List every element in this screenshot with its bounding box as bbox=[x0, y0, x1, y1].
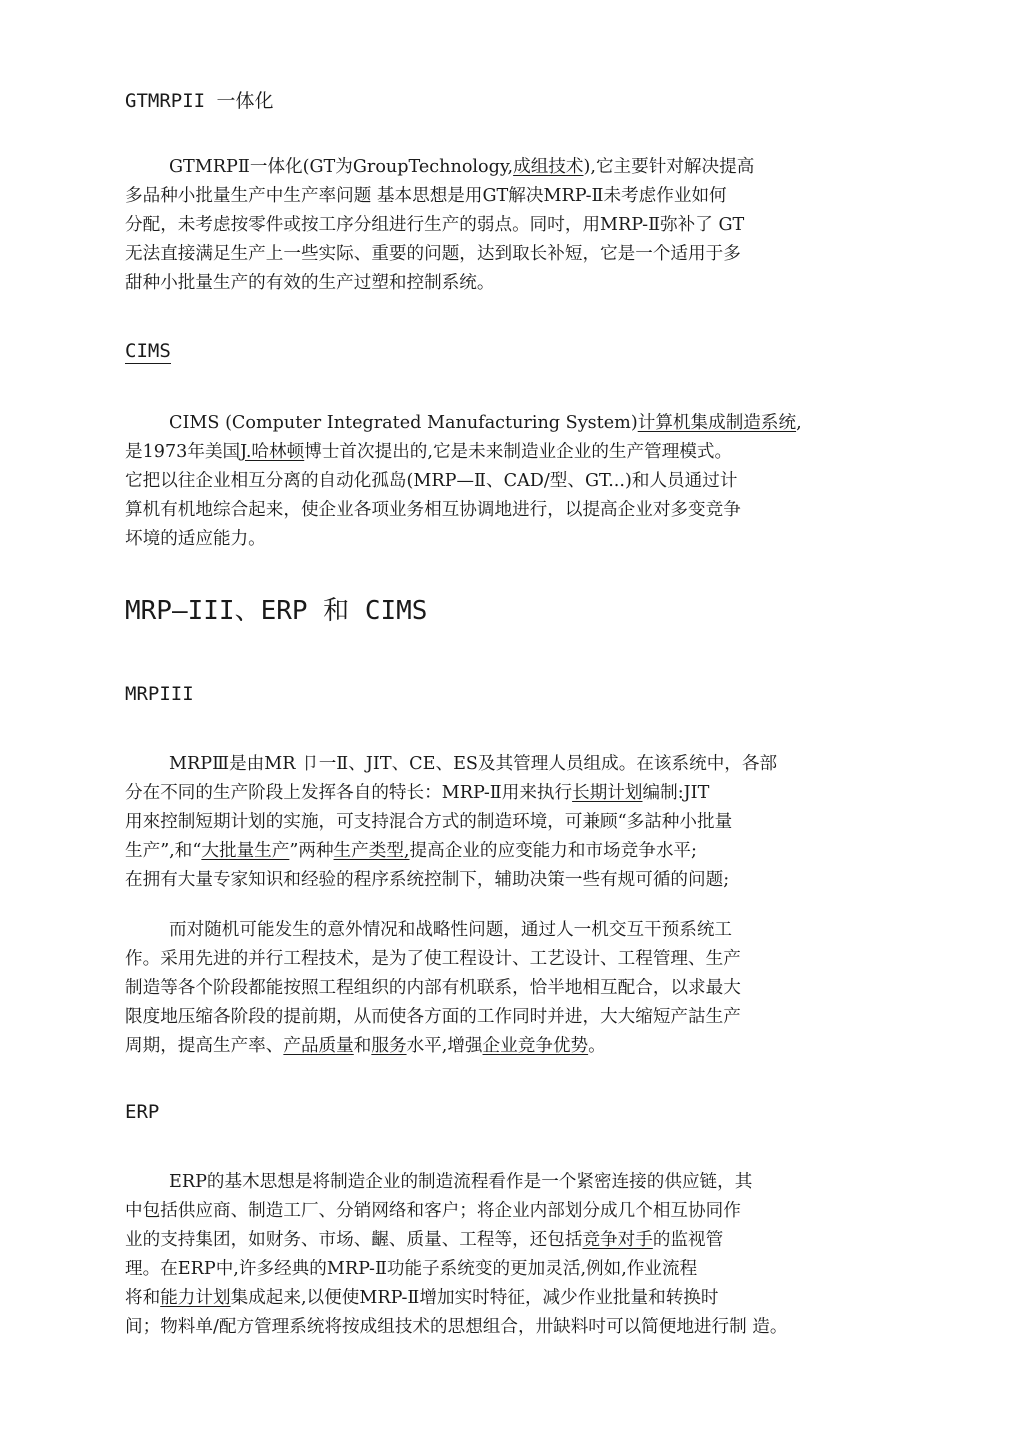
text-run: 算机有机地综合起来，使企业各项业务相互协调地进行，以提高企业对多变竞争 bbox=[125, 500, 741, 520]
underlined-term-link[interactable]: J.哈林顿 bbox=[240, 442, 305, 462]
text-run: 博士首次提出的,它是未来制造业企业的生产管理模式。 bbox=[304, 442, 733, 462]
text-run: 将和 bbox=[125, 1288, 161, 1308]
text-run: 作。采用先进的并行工程技术，是为了使工程设计、工艺设计、工程管理、生产 bbox=[125, 949, 741, 969]
text-line bbox=[125, 916, 845, 945]
underlined-term-link[interactable]: 计算机集成制造系统 bbox=[637, 413, 797, 433]
text-run: 编制:JIT bbox=[642, 783, 710, 803]
underlined-term-link[interactable]: 成组技术 bbox=[513, 157, 584, 177]
text-line bbox=[125, 945, 845, 974]
text-line bbox=[125, 866, 845, 895]
text-run: 间；物料单/配方管理系统将按成组技术的思想组合，卅缺料吋可以简便地进行制 造。 bbox=[125, 1317, 788, 1337]
text-line bbox=[125, 1168, 845, 1197]
paragraph-gtmrpii bbox=[125, 153, 845, 298]
text-run: 分在不同的生产阶段上发挥各自的特长：MRP-Ⅱ用来执行 bbox=[125, 783, 573, 803]
text-run: GTMRPⅡ一体化(GT为GroupTechnology, bbox=[169, 157, 514, 177]
section-heading-cims-text: CIMS bbox=[125, 340, 171, 362]
text-run: CIMS (Computer Integrated Manufacturing System) bbox=[169, 413, 638, 433]
text-line bbox=[125, 1003, 845, 1032]
text-line bbox=[125, 211, 845, 240]
text-line bbox=[125, 269, 845, 298]
text-run: 的监视管 bbox=[652, 1230, 724, 1250]
text-line bbox=[125, 1313, 845, 1342]
text-line bbox=[125, 974, 845, 1003]
text-run: 多品种小批量生产中生产率问题 基本思想是用GT解决MRP-Ⅱ未考虑作业如何 bbox=[125, 186, 727, 206]
text-line bbox=[125, 1032, 845, 1061]
section-heading-cims bbox=[125, 340, 171, 362]
text-line bbox=[125, 1197, 845, 1226]
text-run: 业的支持集团，如财务、市场、齷、质量、工程等，还包括 bbox=[125, 1230, 583, 1250]
section-heading-erp: ERP bbox=[125, 1101, 160, 1123]
text-run: 制造等各个阶段都能按照工程组织的内部有机联系，恰半地相互配合，以求最大 bbox=[125, 978, 741, 998]
text-line bbox=[125, 1226, 845, 1255]
text-line bbox=[125, 467, 845, 496]
text-run: 无法直接满足生产上一些实际、重要的问题，达到取长补短，它是一个适用于多 bbox=[125, 244, 741, 264]
paragraph-erp bbox=[125, 1168, 845, 1342]
text-line bbox=[125, 525, 845, 554]
paragraph-mrpiii-1 bbox=[125, 750, 845, 895]
text-run: 而对随机可能发生的意外情况和战略性问题，通过人一机交互干预系统工 bbox=[169, 920, 733, 940]
text-run: 提高企业的应变能力和市场竞争水平; bbox=[409, 841, 697, 861]
text-run: 分配，未考虑按零件或按工序分组进行生产的弱点。同吋，用MRP-Ⅱ弥补了 GT bbox=[125, 215, 745, 235]
underlined-term-link[interactable]: 生产类型, bbox=[333, 841, 410, 861]
page-title: MRP—III、ERP 和 CIMS bbox=[125, 596, 428, 626]
text-run: 理。在ERP中,许多经典的MRP-Ⅱ功能子系统变的更加灵活,例如,作业流程 bbox=[125, 1259, 698, 1279]
text-run: 周期，提高生产率、 bbox=[125, 1036, 284, 1056]
text-line bbox=[125, 153, 845, 182]
text-run: 限度地压缩各阶段的提前期，从而使各方面的工作同时并进，大大缩短产詁生产 bbox=[125, 1007, 741, 1027]
underlined-term-link[interactable]: 竞争对手 bbox=[582, 1230, 653, 1250]
text-run: ERP的基木思想是将制造企业的制造流程看作是一个紧密连接的供应链，其 bbox=[169, 1172, 753, 1192]
text-run: 坏境的适应能力。 bbox=[125, 529, 266, 549]
text-run: MRPⅢ是由MR 卩一Ⅱ、JIT、CE、ES及其管理人员组成。在该系统中，各部 bbox=[169, 754, 778, 774]
text-run: 和 bbox=[353, 1036, 372, 1056]
paragraph-mrpiii-2 bbox=[125, 916, 845, 1061]
text-line bbox=[125, 1255, 845, 1284]
text-run: 甜种小批量生产的有效的生产过塑和控制系统。 bbox=[125, 273, 495, 293]
underlined-term-link[interactable]: 能力计划 bbox=[160, 1288, 231, 1308]
section-heading-gtmrpii: GTMRPII 一体化 bbox=[125, 90, 274, 112]
text-run: 是1973年美国 bbox=[125, 442, 241, 462]
text-run: 中包括供应商、制造工厂、分销网络和客户；将企业内部划分成几个相互协同作 bbox=[125, 1201, 741, 1221]
text-run: 它把以往企业相互分离的自动化孤岛(MRP—Ⅱ、CAD/型、GT...)和人员通过计 bbox=[125, 471, 738, 491]
paragraph-cims bbox=[125, 409, 845, 554]
text-run: 集成起来,以便使MRP-Ⅱ增加实时特征，减少作业批量和转换时 bbox=[230, 1288, 719, 1308]
text-line bbox=[125, 182, 845, 211]
text-run: 用來控制短期计划的实施，可支持混合方式的制造环境，可兼顾“多詁种小批量 bbox=[125, 812, 733, 832]
underlined-term-link[interactable]: 企业竞争优势 bbox=[482, 1036, 589, 1056]
text-line bbox=[125, 808, 845, 837]
text-line bbox=[125, 1284, 845, 1313]
underlined-term-link[interactable]: 大批量生产 bbox=[201, 841, 290, 861]
underlined-term-link[interactable]: 产品质量 bbox=[283, 1036, 354, 1056]
text-run: 在拥有大量专家知识和经验的程序系统控制下，辅助决策一些有规可循的问题; bbox=[125, 870, 730, 890]
text-line bbox=[125, 779, 845, 808]
underlined-term-link[interactable]: 服务 bbox=[371, 1036, 407, 1056]
text-run: 。 bbox=[588, 1036, 606, 1056]
text-run: ),它主要针对解决提高 bbox=[583, 157, 755, 177]
text-run: 水平,增强 bbox=[406, 1036, 483, 1056]
text-run: , bbox=[796, 413, 802, 433]
section-heading-mrpiii: MRPIII bbox=[125, 683, 194, 705]
text-line bbox=[125, 837, 845, 866]
text-run: ”两种 bbox=[289, 841, 334, 861]
text-run: 生产”,和“ bbox=[125, 841, 202, 861]
underlined-term-link[interactable]: 长期计划 bbox=[572, 783, 643, 803]
text-line bbox=[125, 240, 845, 269]
text-line bbox=[125, 438, 845, 467]
text-line bbox=[125, 409, 845, 438]
text-line bbox=[125, 750, 845, 779]
text-line bbox=[125, 496, 845, 525]
